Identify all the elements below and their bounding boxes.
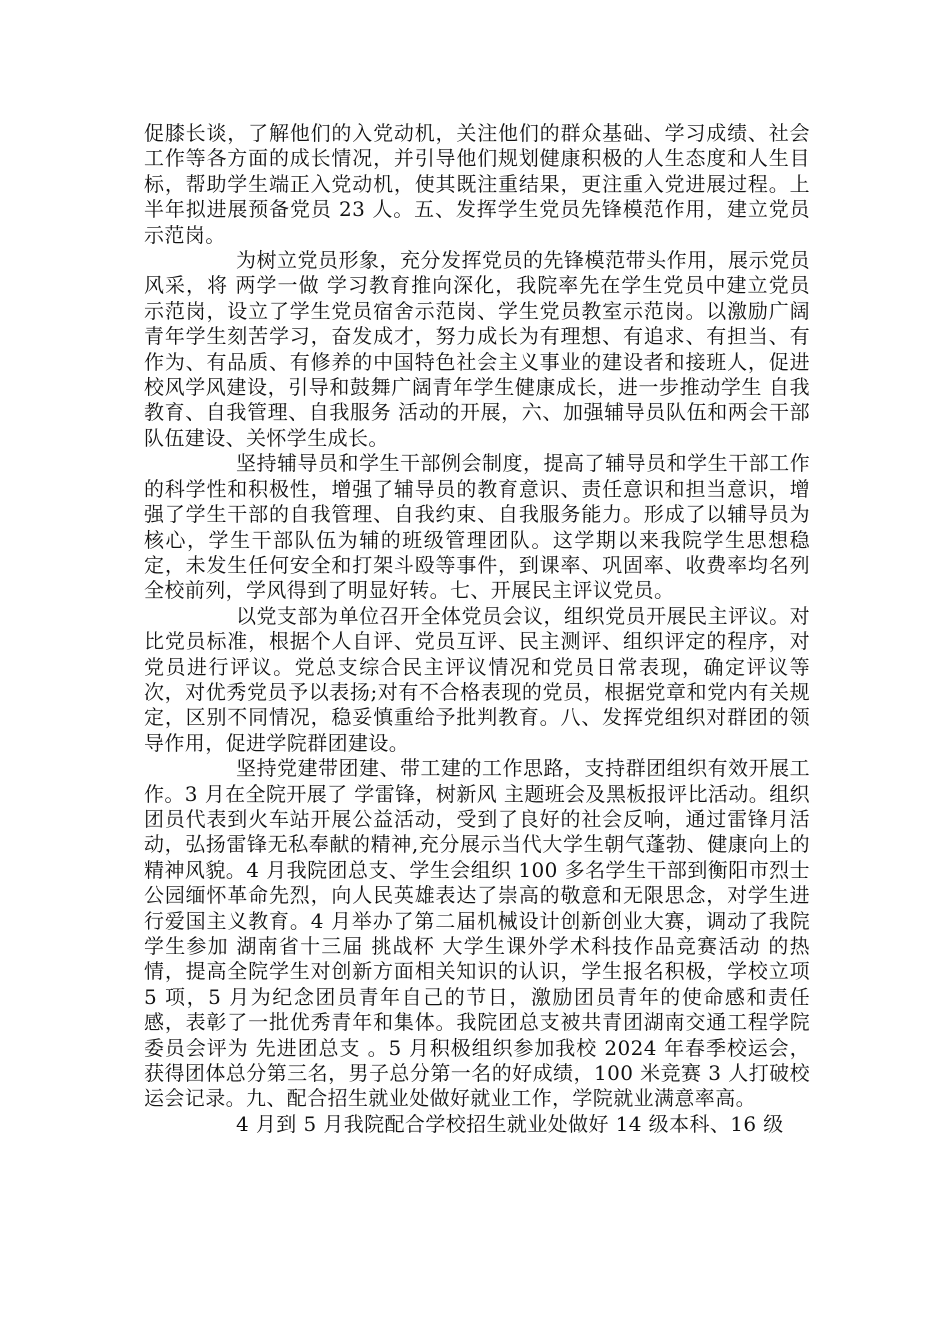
paragraph-2: 为树立党员形象，充分发挥党员的先锋模范带头作用，展示党员风采，将 两学一做 学习教育推向深化，我院率先在学生党员中建立党员示范岗，设立了学生党员宿舍示范岗、学生党员教室示范岗。以激励广阔青年学生刻苦学习，奋发成才，努力成长为有理想、有追求、有担当、有作为、有品质、有修养的中国特色社会主义事业的建设者和接班人，促进校风学风建设，引导和鼓舞广阔青年学生健康成长，进一步推动学生 自我教育、自我管理、自我服务 活动的开展，六、加强辅导员队伍和两会干部队伍建设、关怀学生成长。 <box>144 248 810 450</box>
paragraph-1: 促膝长谈，了解他们的入党动机，关注他们的群众基础、学习成绩、社会工作等各方面的成长情况，并引导他们规划健康积极的人生态度和人生目标，帮助学生端正入党动机，使其既注重结果，更注重入党进展过程。上半年拟进展预备党员 23 人。五、发挥学生党员先锋模范作用，建立党员示范岗。 <box>144 121 810 247</box>
paragraph-5: 坚持党建带团建、带工建的工作思路，支持群团组织有效开展工作。3 月在全院开展了 学雷锋，树新风 主题班会及黑板报评比活动。组织团员代表到火车站开展公益活动，受到了良好的社会反响，通过雷锋月活动，弘扬雷锋无私奉献的精神,充分展示当代大学生朝气蓬勃、健康向上的精神风貌。4 月我院团总支、学生会组织 100 多名学生干部到衡阳市烈士公园缅怀革命先烈，向人民英雄表达了崇高的敬意和无限思念，对学生进行爱国主义教育。4 月举办了第二届机械设计创新创业大赛，调动了我院学生参加 湖南省十三届 挑战杯 大学生课外学术科技作品竞赛活动 的热情，提高全院学生对创新方面相关知识的认识，学生报名积极，学校立项 5 项，5 月为纪念团员青年自己的节日，激励团员青年的使命感和责任感，表彰了一批优秀青年和集体。我院团总支被共青团湖南交通工程学院委员会评为 先进团总支 。5 月积极组织参加我校 2024 年春季校运会，获得团体总分第三名，男子总分第一名的好成绩，100 米竞赛 3 人打破校运会记录。九、配合招生就业处做好就业工作，学院就业满意率高。 <box>144 756 810 1111</box>
paragraph-4: 以党支部为单位召开全体党员会议，组织党员开展民主评议。对比党员标准，根据个人自评、党员互评、民主测评、组织评定的程序，对党员进行评议。党总支综合民主评议情况和党员日常表现，确定评议等次，对优秀党员予以表扬;对有不合格表现的党员，根据党章和党内有关规定，区别不同情况，稳妥慎重给予批判教育。八、发挥党组织对群团的领导作用，促进学院群团建设。 <box>144 603 810 755</box>
paragraph-3: 坚持辅导员和学生干部例会制度，提高了辅导员和学生干部工作的科学性和积极性，增强了辅导员的教育意识、责任意识和担当意识，增强了学生干部的自我管理、自我约束、自我服务能力。形成了以辅导员为核心，学生干部队伍为辅的班级管理团队。这学期以来我院学生思想稳定，未发生任何安全和打架斗殴等事件，到课率、巩固率、收费率均名列全校前列，学风得到了明显好转。七、开展民主评议党员。 <box>144 451 810 603</box>
document-body <box>144 121 810 1137</box>
paragraph-6: 4 月到 5 月我院配合学校招生就业处做好 14 级本科、16 级 <box>236 1111 784 1136</box>
